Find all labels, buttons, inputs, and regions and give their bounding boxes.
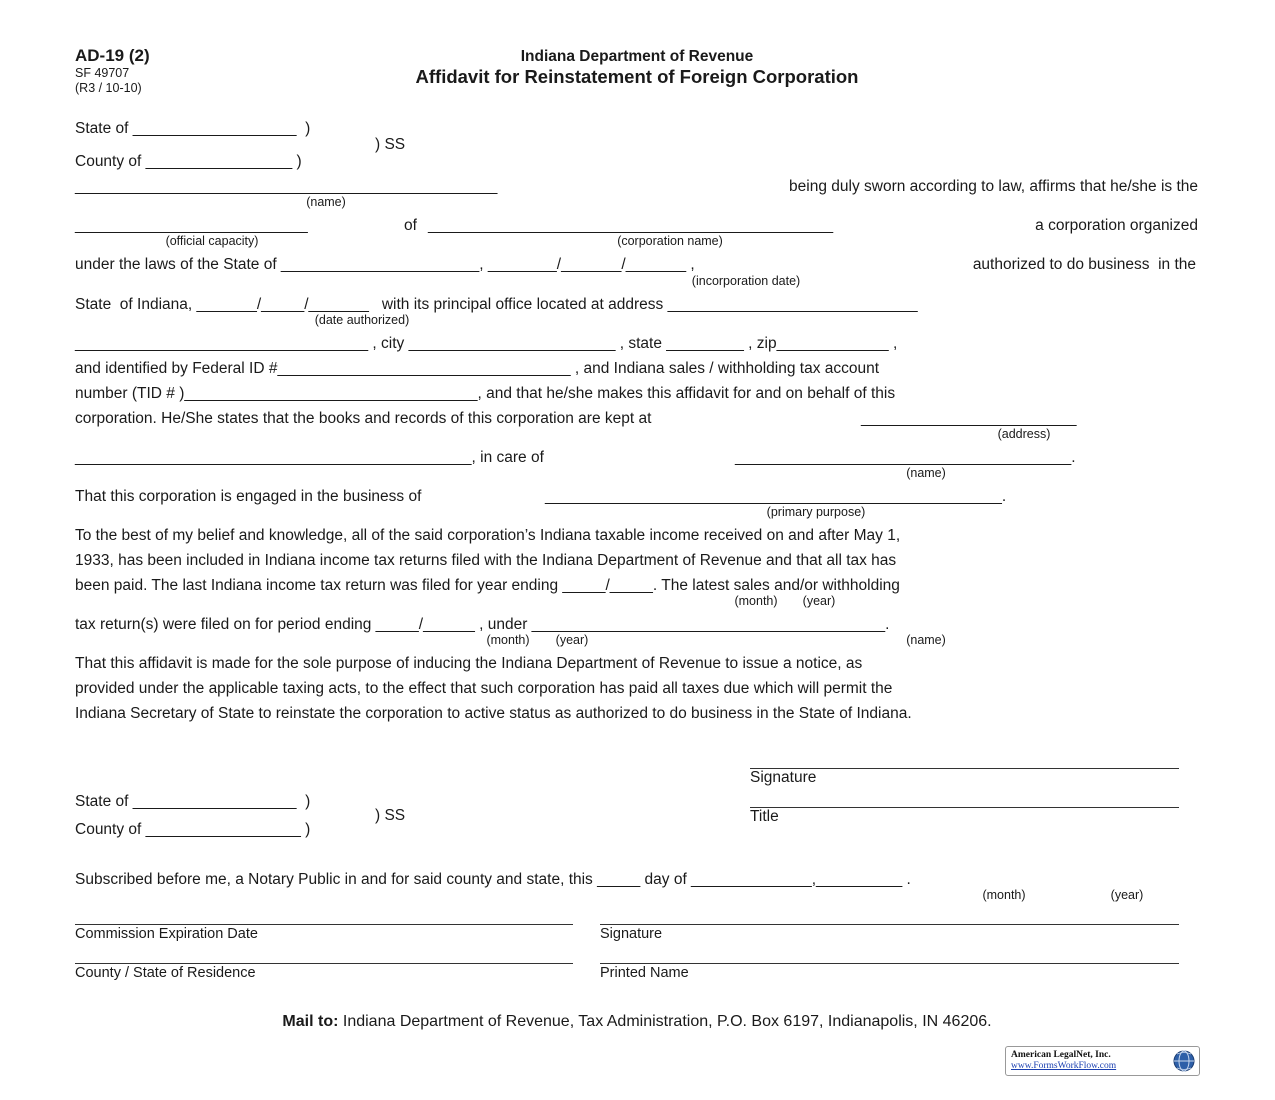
caption-address: (address) [997,427,1051,441]
state-laws-line[interactable]: under the laws of the State of _______________________, ________/_______/_______ , [75,256,695,273]
venue1-ss: ) SS [375,136,406,153]
venue2-state: State of ___________________ ) [75,793,311,810]
period-ending-line[interactable]: tax return(s) were filed on for period ending _____/______ , under _________________________________________. [75,616,890,633]
belief-line-3[interactable]: been paid. The last Indiana income tax return was filed for year ending _____/_____. The latest sales and/or withholding [75,577,900,594]
federal-id-line[interactable]: and identified by Federal ID #__________________________________ , and Indiana sales / withholding tax account [75,360,880,377]
purpose-line-1: That this affidavit is made for the sole purpose of inducing the Indiana Department of Revenue to issue a notice, as [75,655,863,672]
publisher-name: American LegalNet, Inc. [1011,1050,1111,1060]
venue2-county: County of __________________ ) [75,821,311,838]
signature-label: Signature [750,769,817,786]
sf-number: SF 49707 [75,66,130,80]
caption-notary-month: (month) [982,888,1026,902]
notary-signature-line[interactable] [600,924,1179,925]
mail-to-label: Mail to: [282,1013,339,1030]
purpose-line-3: Indiana Secretary of State to reinstate the corporation to active status as authorized to do business in the State of Indiana. [75,705,912,722]
venue2-ss: ) SS [375,807,406,824]
caption-primary-purpose: (primary purpose) [766,505,866,519]
caption-notary-year: (year) [1110,888,1144,902]
organized-text: a corporation organized [1035,217,1198,234]
county-state-residence-label: County / State of Residence [75,965,256,981]
records-address-blank[interactable]: _________________________ [861,410,1077,427]
agency-name: Indiana Department of Revenue [520,48,754,65]
authorized-text: authorized to do business in the [972,256,1196,273]
caption-under-name: (name) [906,633,946,647]
belief-line-2: 1933, has been included in Indiana income tax returns filed with the Indiana Department of Revenue and that all tax has [75,552,897,569]
subscribed-line[interactable]: Subscribed before me, a Notary Public in and for said county and state, this _____ day of ______________,__________ . [75,871,911,888]
caption-year-ending-month: (month) [734,594,778,608]
purpose-line-2: provided under the applicable taxing acts, to the effect that such corporation has paid all taxes due which will permit the [75,680,893,697]
books-records-text: corporation. He/She states that the books and records of this corporation are kept at [75,410,652,427]
caption-incorporation-date: (incorporation date) [691,274,801,288]
printed-name-label: Printed Name [600,965,689,981]
caption-date-authorized: (date authorized) [314,313,410,327]
globe-icon [1171,1049,1197,1073]
venue1-county: County of _________________ ) [75,153,302,170]
caption-period-month: (month) [486,633,530,647]
commission-expiration-label: Commission Expiration Date [75,926,258,942]
mail-to-address: Indiana Department of Revenue, Tax Administration, P.O. Box 6197, Indianapolis, IN 46206. [342,1013,992,1030]
caption-period-year: (year) [555,633,589,647]
business-text: That this corporation is engaged in the business of [75,488,422,505]
belief-line-1: To the best of my belief and knowledge, all of the said corporation’s Indiana taxable income received on and after May 1, [75,527,901,544]
publisher-logo[interactable] [1005,1046,1200,1076]
caption-corporation-name: (corporation name) [617,234,723,248]
official-capacity-blank[interactable]: ___________________________ [75,217,308,234]
revision: (R3 / 10-10) [75,81,142,95]
care-of-name-blank[interactable]: _______________________________________. [735,449,1076,466]
primary-purpose-blank[interactable]: _____________________________________________________. [545,488,1007,505]
corporation-name-blank[interactable]: _______________________________________________ [428,217,834,234]
affiant-name-blank[interactable]: _________________________________________________ [75,178,498,195]
in-care-of-line[interactable]: ______________________________________________, in care of [75,449,544,466]
tid-line[interactable]: number (TID # )__________________________________, and that he/she makes this affidavit for and on behalf of this [75,385,896,402]
sworn-text: being duly sworn according to law, affirms that he/she is the [789,178,1198,195]
title-label: Title [750,808,779,825]
caption-name: (name) [306,195,346,209]
city-state-zip-line[interactable]: __________________________________ , city ________________________ , state _________ , zip_____________ , [75,335,898,352]
of-text: of [404,217,417,234]
form-id: AD-19 (2) [75,46,150,65]
caption-official-capacity: (official capacity) [165,234,259,248]
notary-signature-label: Signature [600,926,663,942]
mail-to [282,1013,991,1031]
form-title: Affidavit for Reinstatement of Foreign Corporation [415,66,859,87]
title-line[interactable] [750,807,1179,808]
venue1-state: State of ___________________ ) [75,120,311,137]
caption-year-ending-year: (year) [802,594,836,608]
publisher-url[interactable]: www.FormsWorkFlow.com [1011,1061,1117,1071]
indiana-principal-office-line[interactable]: State of Indiana, _______/_____/_______ with its principal office located at address _____________________________ [75,296,918,313]
caption-care-of-name: (name) [906,466,946,480]
